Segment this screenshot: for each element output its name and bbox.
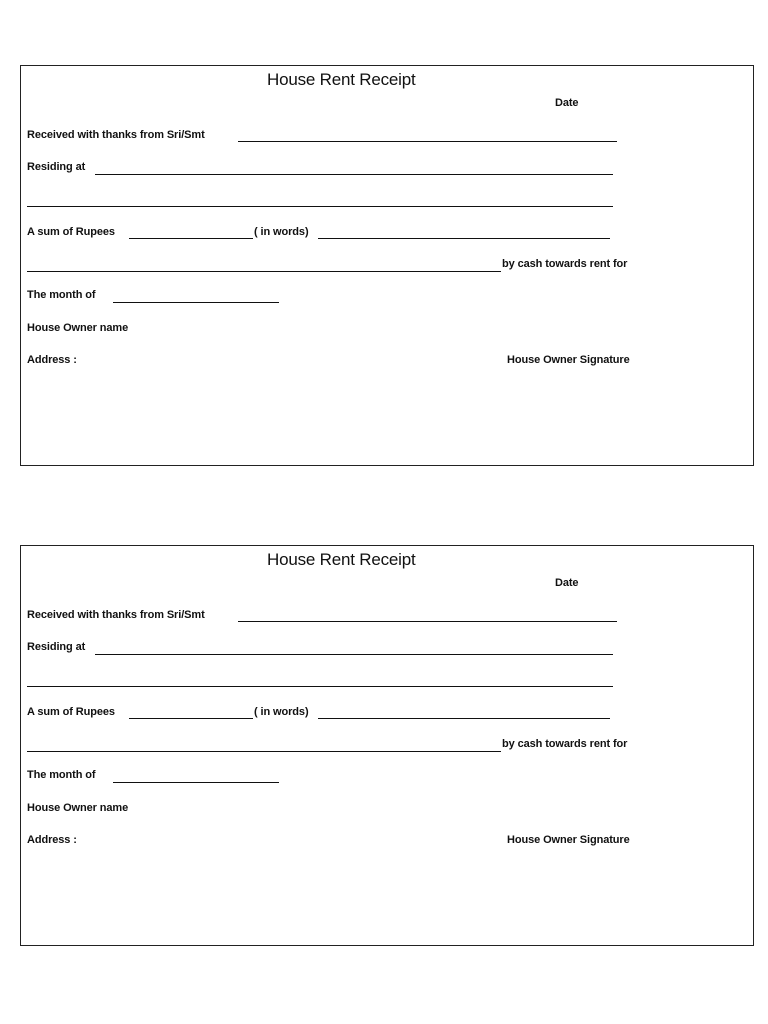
- receipt-form: [20, 65, 754, 466]
- sum-of-rupees-label: A sum of Rupees: [27, 706, 115, 718]
- residing-at-field[interactable]: [95, 174, 613, 175]
- residing-at-label: Residing at: [27, 641, 86, 653]
- sum-of-rupees-label: A sum of Rupees: [27, 226, 115, 238]
- owner-signature-label: House Owner Signature: [507, 834, 630, 846]
- address-label: Address :: [27, 834, 77, 846]
- owner-signature-label: House Owner Signature: [507, 354, 630, 366]
- receipt-title: House Rent Receipt: [267, 70, 416, 89]
- amount-in-words-continuation-field[interactable]: [27, 751, 501, 752]
- house-owner-name-label: House Owner name: [27, 802, 129, 814]
- amount-in-words-field[interactable]: [318, 238, 610, 239]
- amount-in-words-continuation-field[interactable]: [27, 271, 501, 272]
- address-continuation-field[interactable]: [27, 686, 613, 687]
- residing-at-field[interactable]: [95, 654, 613, 655]
- receipt-title: House Rent Receipt: [267, 550, 416, 569]
- house-owner-name-label: House Owner name: [27, 322, 129, 334]
- month-of-label: The month of: [27, 769, 96, 781]
- date-label: Date: [555, 577, 579, 589]
- by-cash-label: by cash towards rent for: [502, 738, 628, 750]
- residing-at-label: Residing at: [27, 161, 86, 173]
- month-of-label: The month of: [27, 289, 96, 301]
- received-from-label: Received with thanks from Sri/Smt: [27, 129, 205, 141]
- date-label: Date: [555, 97, 579, 109]
- received-from-label: Received with thanks from Sri/Smt: [27, 609, 205, 621]
- in-words-label: ( in words): [254, 226, 309, 238]
- address-label: Address :: [27, 354, 77, 366]
- month-field[interactable]: [113, 302, 279, 303]
- month-field[interactable]: [113, 782, 279, 783]
- amount-in-words-field[interactable]: [318, 718, 610, 719]
- in-words-label: ( in words): [254, 706, 309, 718]
- received-from-field[interactable]: [238, 621, 617, 622]
- address-continuation-field[interactable]: [27, 206, 613, 207]
- receipt-form: [20, 545, 754, 946]
- rupees-amount-field[interactable]: [129, 718, 253, 719]
- received-from-field[interactable]: [238, 141, 617, 142]
- by-cash-label: by cash towards rent for: [502, 258, 628, 270]
- rupees-amount-field[interactable]: [129, 238, 253, 239]
